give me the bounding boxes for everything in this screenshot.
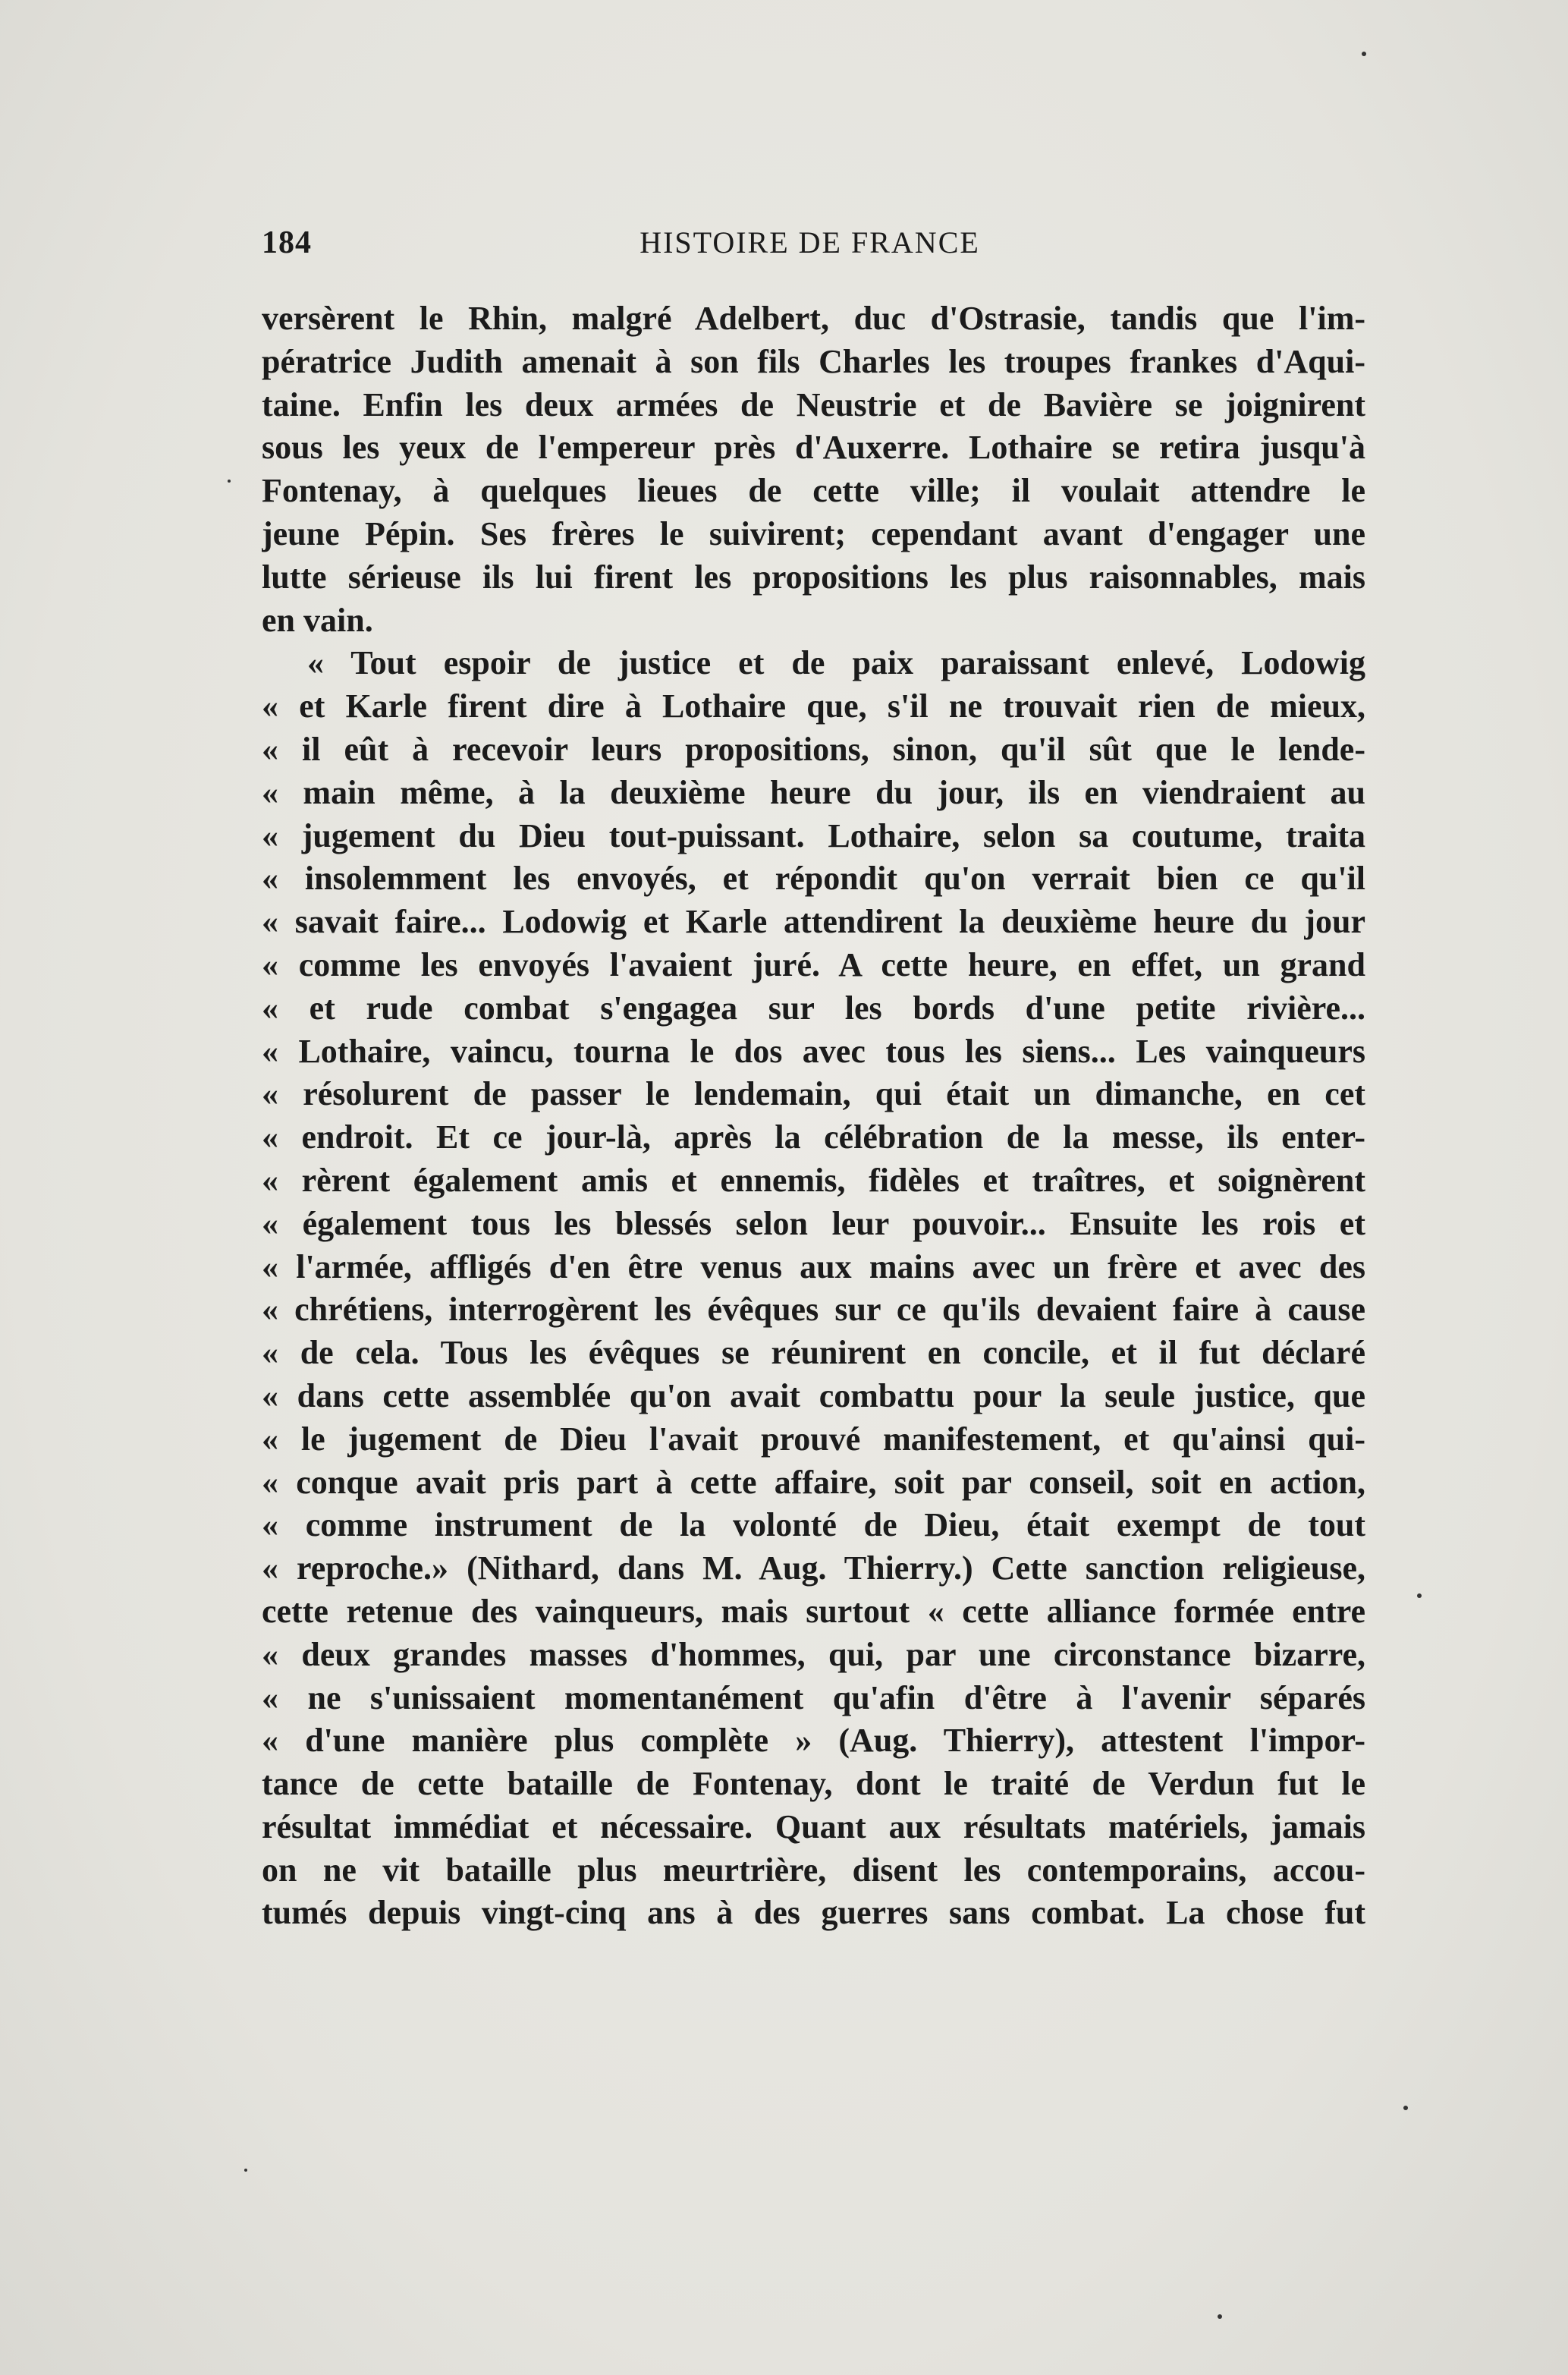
text-line: « ne s'unissaient momentanément qu'afin d'être à l'avenir séparés [262,1678,1365,1716]
text-line: versèrent le Rhin, malgré Adelbert, duc d'Ostrasie, tandis que l'im- [262,300,1365,337]
text-line: cette retenue des vainqueurs, mais surtout « cette alliance formée entre [262,1592,1365,1630]
text-line: « de cela. Tous les évêques se réunirent en concile, et il fut déclaré [262,1334,1365,1372]
text-line: en vain. [262,601,373,639]
text-line: « insolemment les envoyés, et répondit qu'on verrait bien ce qu'il [262,860,1365,898]
text-line: résultat immédiat et nécessaire. Quant aux résultats matériels, jamais [262,1807,1365,1845]
text-line: lutte sérieuse ils lui firent les propositions les plus raisonnables, mais [262,558,1365,596]
text-line: « Tout espoir de justice et de paix paraissant enlevé, Lodowig [307,644,1365,682]
text-line: « conque avait pris part à cette affaire, soit par conseil, soit en action, [262,1463,1365,1501]
text-line: « le jugement de Dieu l'avait prouvé manifestement, et qu'ainsi qui- [262,1420,1365,1458]
text-line: « l'armée, affligés d'en être venus aux mains avec un frère et avec des [262,1247,1365,1285]
text-line: tance de cette bataille de Fontenay, dont le traité de Verdun fut le [262,1765,1365,1803]
ink-speck [228,480,231,483]
text-line: pératrice Judith amenait à son fils Charles les troupes frankes d'Aqui- [262,342,1365,380]
text-line: « comme instrument de la volonté de Dieu, était exempt de tout [262,1506,1365,1544]
page-header [262,225,1358,270]
text-line: « il eût à recevoir leurs propositions, sinon, qu'il sût que le lende- [262,730,1365,768]
body-text [262,297,1365,1935]
ink-speck [1218,2314,1222,2319]
text-line: jeune Pépin. Ses frères le suivirent; cependant avant d'engager une [262,514,1365,552]
ink-speck [244,2169,247,2172]
ink-speck [1417,1593,1422,1598]
text-line: « dans cette assemblée qu'on avait combattu pour la seule justice, que [262,1376,1365,1414]
text-line: « résolurent de passer le lendemain, qui était un dimanche, en cet [262,1075,1365,1113]
text-line: on ne vit bataille plus meurtrière, disent les contemporains, accou- [262,1851,1365,1889]
text-line: « comme les envoyés l'avaient juré. A cette heure, en effet, un grand [262,945,1365,983]
text-line: « jugement du Dieu tout-puissant. Lothaire, selon sa coutume, traita [262,816,1365,854]
text-line: « et rude combat s'engagea sur les bords d'une petite rivière... [262,989,1365,1027]
text-line: « d'une manière plus complète » (Aug. Thierry), attestent l'impor- [262,1722,1365,1760]
ink-speck [1362,52,1366,56]
text-line: « savait faire... Lodowig et Karle attendirent la deuxième heure du jour [262,903,1365,941]
text-line: « endroit. Et ce jour-là, après la célébration de la messe, ils enter- [262,1118,1365,1156]
text-line: « reproche.» (Nithard, dans M. Aug. Thierry.) Cette sanction religieuse, [262,1549,1365,1587]
text-line: taine. Enfin les deux armées de Neustrie et de Bavière se joignirent [262,385,1365,423]
text-line: Fontenay, à quelques lieues de cette ville; il voulait attendre le [262,472,1365,510]
text-line: sous les yeux de l'empereur près d'Auxerre. Lothaire se retira jusqu'à [262,429,1365,467]
page-number: 184 [262,225,312,260]
text-line: « chrétiens, interrogèrent les évêques sur ce qu'ils devaient faire à cause [262,1291,1365,1329]
text-line: « et Karle firent dire à Lothaire que, s'il ne trouvait rien de mieux, [262,687,1365,725]
running-head: HISTOIRE DE FRANCE [639,225,980,260]
text-line: tumés depuis vingt-cinq ans à des guerres sans combat. La chose fut [262,1894,1365,1932]
ink-speck [1403,2106,1408,2110]
text-line: « deux grandes masses d'hommes, qui, par une circonstance bizarre, [262,1635,1365,1673]
text-line: « main même, à la deuxième heure du jour, ils en viendraient au [262,773,1365,811]
text-line: « également tous les blessés selon leur pouvoir... Ensuite les rois et [262,1204,1365,1242]
text-line: « rèrent également amis et ennemis, fidèles et traîtres, et soignèrent [262,1161,1365,1199]
text-line: « Lothaire, vaincu, tourna le dos avec tous les siens... Les vainqueurs [262,1032,1365,1070]
